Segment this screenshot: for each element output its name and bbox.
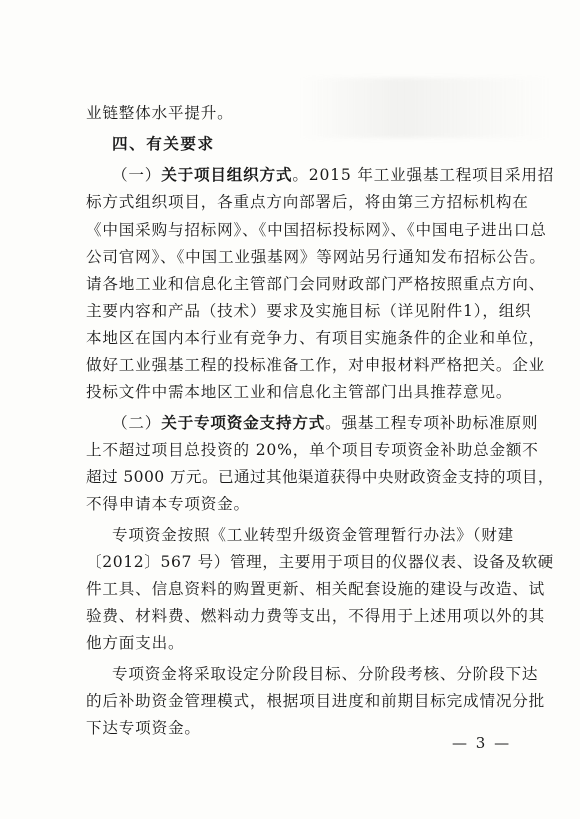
paragraph-line: 他方面支出。 [86,634,185,652]
paragraph-line: 《中国采购与招标网》、《中国招标投标网》、《中国电子进出口总 [86,221,547,239]
item-marker: （一） [112,166,162,184]
item-marker: （二） [112,414,162,432]
paragraph-line: 件工具、信息资料的购置更新、相关配套设施的建设与改造、试 [86,580,546,598]
item-text: 。2015 年工业强基工程项目采用招 [292,166,555,184]
paragraph-line: 标方式组织项目，各重点方向部署后，将由第三方招标机构在 [86,193,529,211]
paragraph-line: 上不超过项目总投资的 20%，单个项目专项资金补助总金额不 [86,441,539,459]
item-title: 关于专项资金支持方式 [161,413,326,432]
paragraph-line: 请各地工业和信息化主管部门会同财政部门严格按照重点方向、 [86,275,546,293]
page-number: — 3 — [452,734,512,752]
paragraph-line: 下达专项资金。 [86,719,201,737]
paragraph-line: 验费、材料费、燃料动力费等支出，不得用于上述用项以外的其 [86,607,546,625]
paragraph-line: 的后补助资金管理模式，根据项目进度和前期目标完成情况分批 [86,692,546,710]
item-text: 。强基工程专项补助标准原则 [325,414,539,432]
paragraph-line: 做好工业强基工程的投标准备工作，对申报材料严格把关。企业 [86,356,546,374]
paragraph-line [112,413,556,433]
paragraph-line: 专项资金将采取设定分阶段目标、分阶段考核、分阶段下达 [112,665,539,683]
paragraph-line: 〔2012〕567 号）管理，主要用于项目的仪器仪表、设备及软硬 [86,553,554,571]
paragraph-line: 不得申请本专项资金。 [86,495,250,513]
paragraph-line: 投标文件中需本地区工业和信息化主管部门出具推荐意见。 [86,383,513,401]
paragraph-line: 超过 5000 万元。已通过其他渠道获得中央财政资金支持的项目， [86,468,554,486]
item-title: 关于项目组织方式 [161,165,293,184]
paragraph-line: 主要内容和产品（技术）要求及实施目标（详见附件1），组织 [86,302,532,320]
paragraph-line [112,165,556,185]
paragraph-line: 本地区在国内本行业有竞争力、有项目实施条件的企业和单位， [86,329,546,347]
text-line: 业链整体水平提升。 [86,104,234,122]
paragraph-line: 公司官网》、《中国工业强基网》等网站另行通知发布招标公告。 [86,248,546,266]
paragraph-line: 专项资金按照《工业转型升级资金管理暂行办法》（财建 [112,526,515,544]
section-heading: 四、有关要求 [112,134,215,153]
